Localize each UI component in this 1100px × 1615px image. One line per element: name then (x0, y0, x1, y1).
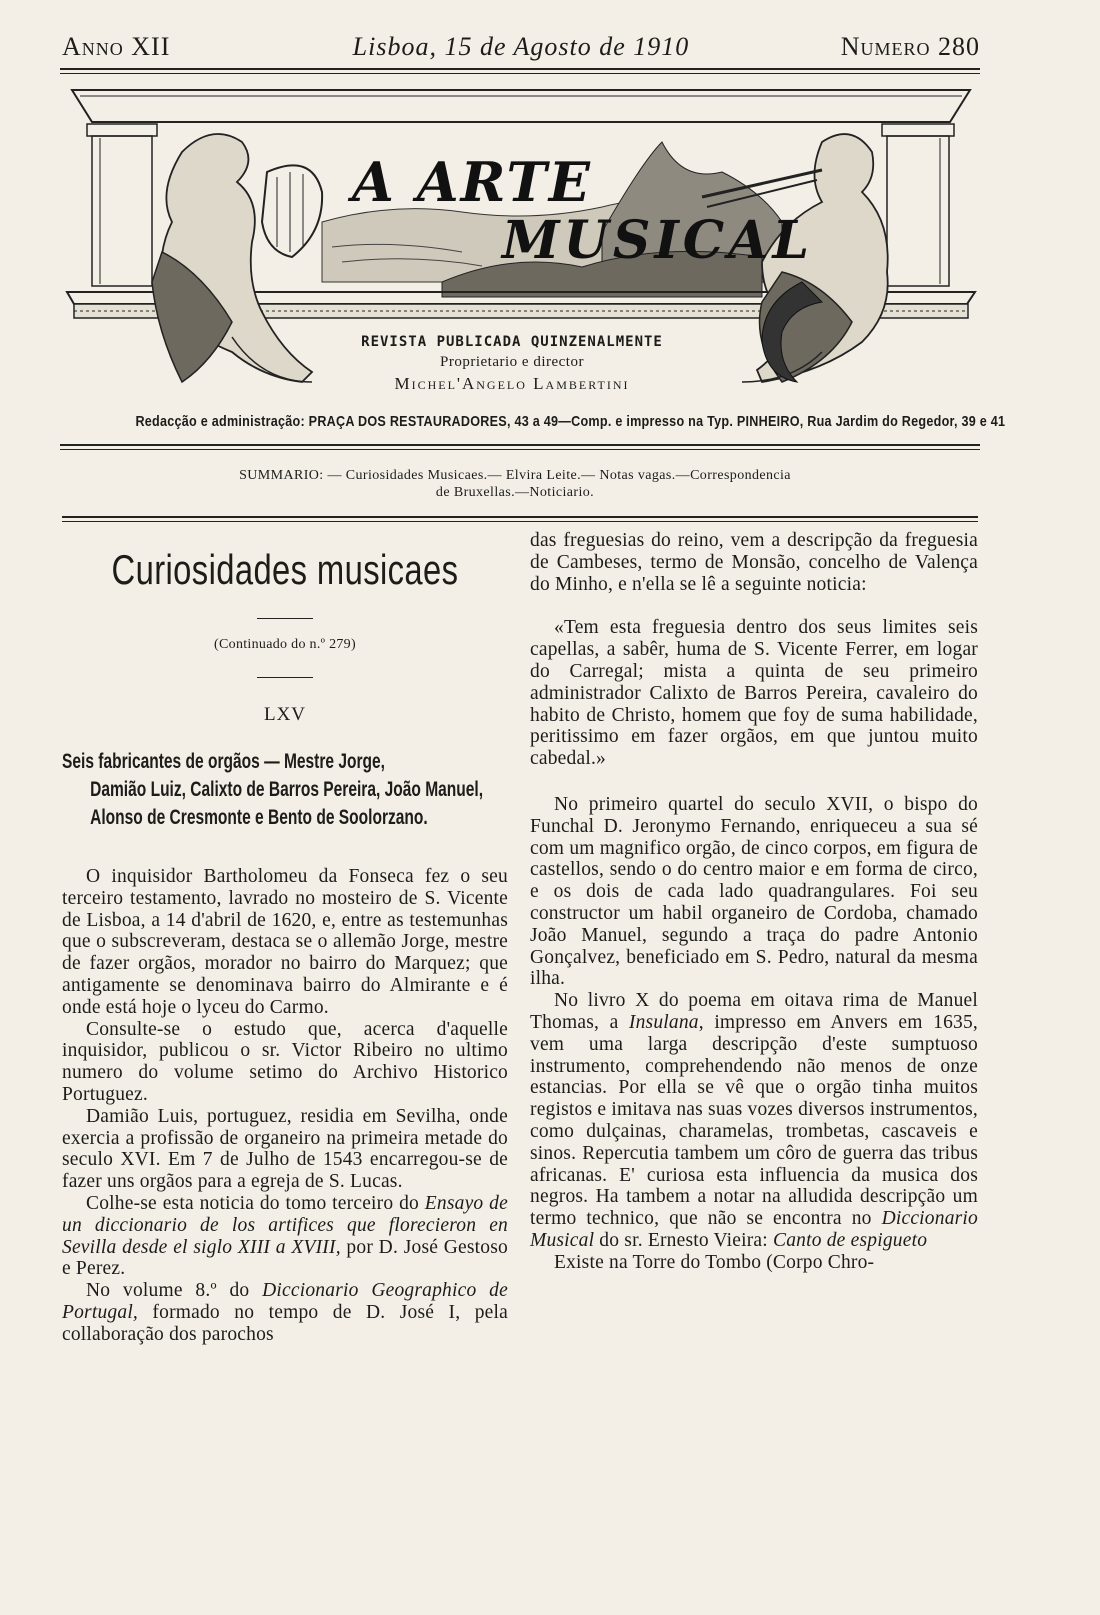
masthead-subtitle: MUSICAL (502, 210, 814, 271)
redaccao-line: Redacção e administração: PRAÇA DOS RESTAURADORES, 43 a 49—Comp. e impresso na Typ. PINHEIRO, Rua Jardim do Regedor, 39 e 41 (135, 413, 1006, 430)
masthead-title: A ARTE (352, 150, 592, 214)
continuation-divider (257, 677, 313, 678)
masthead (62, 82, 980, 412)
issue-date: Lisboa, 15 de Agosto de 1910 (352, 32, 690, 61)
summario-line: de Bruxellas.—Noticiario. (435, 485, 595, 500)
continuation-note: (Continuado do n.º 279) (214, 637, 356, 652)
masthead-director: Michel'Angelo Lambertini (394, 374, 630, 393)
issue-number: Numero 280 (840, 32, 980, 61)
paragraph: No primeiro quartel do seculo XVII, o bispo do Funchal D. Jeronymo Fernando, enriqueceu a sua sé com um magnifico orgão, de cinco corpos, em figura de castellos, sendo o do centro maior e em forma de circo, e os dois de cada lado quadrangulares. Foi seu constructor um habil organeiro de Cordoba, chamado João Manuel, segundo a traça do padre Antonio Gonçalvez, beneficiado em S. Pedro, natural da mesma ilha. (530, 793, 978, 990)
masthead-rule (60, 444, 980, 450)
year-label: Anno XII (62, 32, 171, 61)
right-column (530, 530, 978, 1274)
masthead-tagline: REVISTA PUBLICADA QUINZENALMENTE (361, 334, 663, 350)
summario (150, 467, 880, 501)
summario-line: SUMMARIO: — Curiosidades Musicaes.— Elvira Leite.— Notas vagas.—Correspondencia (239, 468, 791, 483)
paragraph: Damião Luis, portuguez, residia em Sevilha, onde exercia a profissão de organeiro na primeira metade do seculo XVI. Em 7 de Julho de 1543 encarregou-se de fazer uns orgãos para a egreja de S. Lucas. (62, 1105, 508, 1193)
title-divider (257, 618, 313, 619)
left-body (62, 866, 508, 1346)
left-column (62, 530, 508, 1346)
paragraph: No volume 8.º do Diccionario Geographico de Portugal, formado no tempo de D. José I, pela collaboração dos parochos (62, 1280, 508, 1345)
paragraph: No livro X do poema em oitava rima de Manuel Thomas, a Insulana, impresso em Anvers em 1635, vem uma larga descripção d'este sumptuoso instrumento, comprehendendo não menos de onze estancias. Por ella se vê que o orgão tinha muitos registos e imitava nas suas vozes diversos instrumentos, como dulçainas, charamelas, trombetas, cascaveis e sinos. Repercutia tambem um côro de guerra das tribus africanas. E' curiosa esta influencia da musica dos negros. Ha tambem a notar na alludida descripção um termo technico, que não se encontra no Diccionario Musical do sr. Ernesto Vieira: Canto de espigueto (530, 990, 978, 1251)
right-body (530, 530, 978, 1274)
issue-header (62, 30, 980, 66)
section-number: LXV (263, 704, 307, 725)
paragraph: das freguesias do reino, vem a descripção da freguesia de Cambeses, termo de Monsão, concelho de Valença do Minho, e n'ella se lê a seguinte noticia: (530, 530, 978, 595)
header-rule (60, 68, 980, 74)
paragraph: Colhe-se esta noticia do tomo terceiro do Ensayo de un diccionario de los artifices que florecieron en Sevilla desde el siglo XIII a XVIII, por D. José Gestoso e Perez. (62, 1192, 508, 1280)
paragraph: Consulte-se o estudo que, acerca d'aquelle inquisidor, publicou o sr. Victor Ribeiro no ultimo numero do volume setimo do Archivo Historico Portuguez. (62, 1018, 508, 1105)
subheading-first-line: Seis fabricantes de orgãos — Mestre Jorge, (62, 750, 386, 773)
paragraph: O inquisidor Bartholomeu da Fonseca fez o seu terceiro testamento, lavrado no mosteiro de S. Vicente de Lisboa, a 14 d'abril de 1620, e, entre as testemunhas que o subscreveram, destaca se o allemão Jorge, mestre de fazer orgãos, morador no bairro do Marquez; que antigamente se denominava bairro do Almirante e é onde está hoje o lyceu do Carmo. (62, 866, 508, 1018)
paragraph: Existe na Torre do Tombo (Corpo Chro- (554, 1251, 875, 1273)
article-title: Curiosidades musicaes (111, 546, 459, 593)
section-subheading (62, 748, 506, 868)
masthead-proprietor-label: Proprietario e director (440, 354, 584, 370)
quotation: «Tem esta freguesia dentro dos seus limites seis capellas, a sabêr, huma de S. Vicente Ferrer, em logar do Carregal; mista a quinta de seu primeiro administrador Calixto de Barros Pereira, cavaleiro do habito de Christo, homem que foy de suma habilidade, peritissimo em fazer orgãos, em que juntou muito cabedal.» (530, 617, 978, 770)
subheading-continuation: Damião Luiz, Calixto de Barros Pereira, João Manuel, Alonso de Cresmonte e Bento de Soolorzano. (90, 778, 484, 829)
summario-rule (62, 516, 978, 522)
